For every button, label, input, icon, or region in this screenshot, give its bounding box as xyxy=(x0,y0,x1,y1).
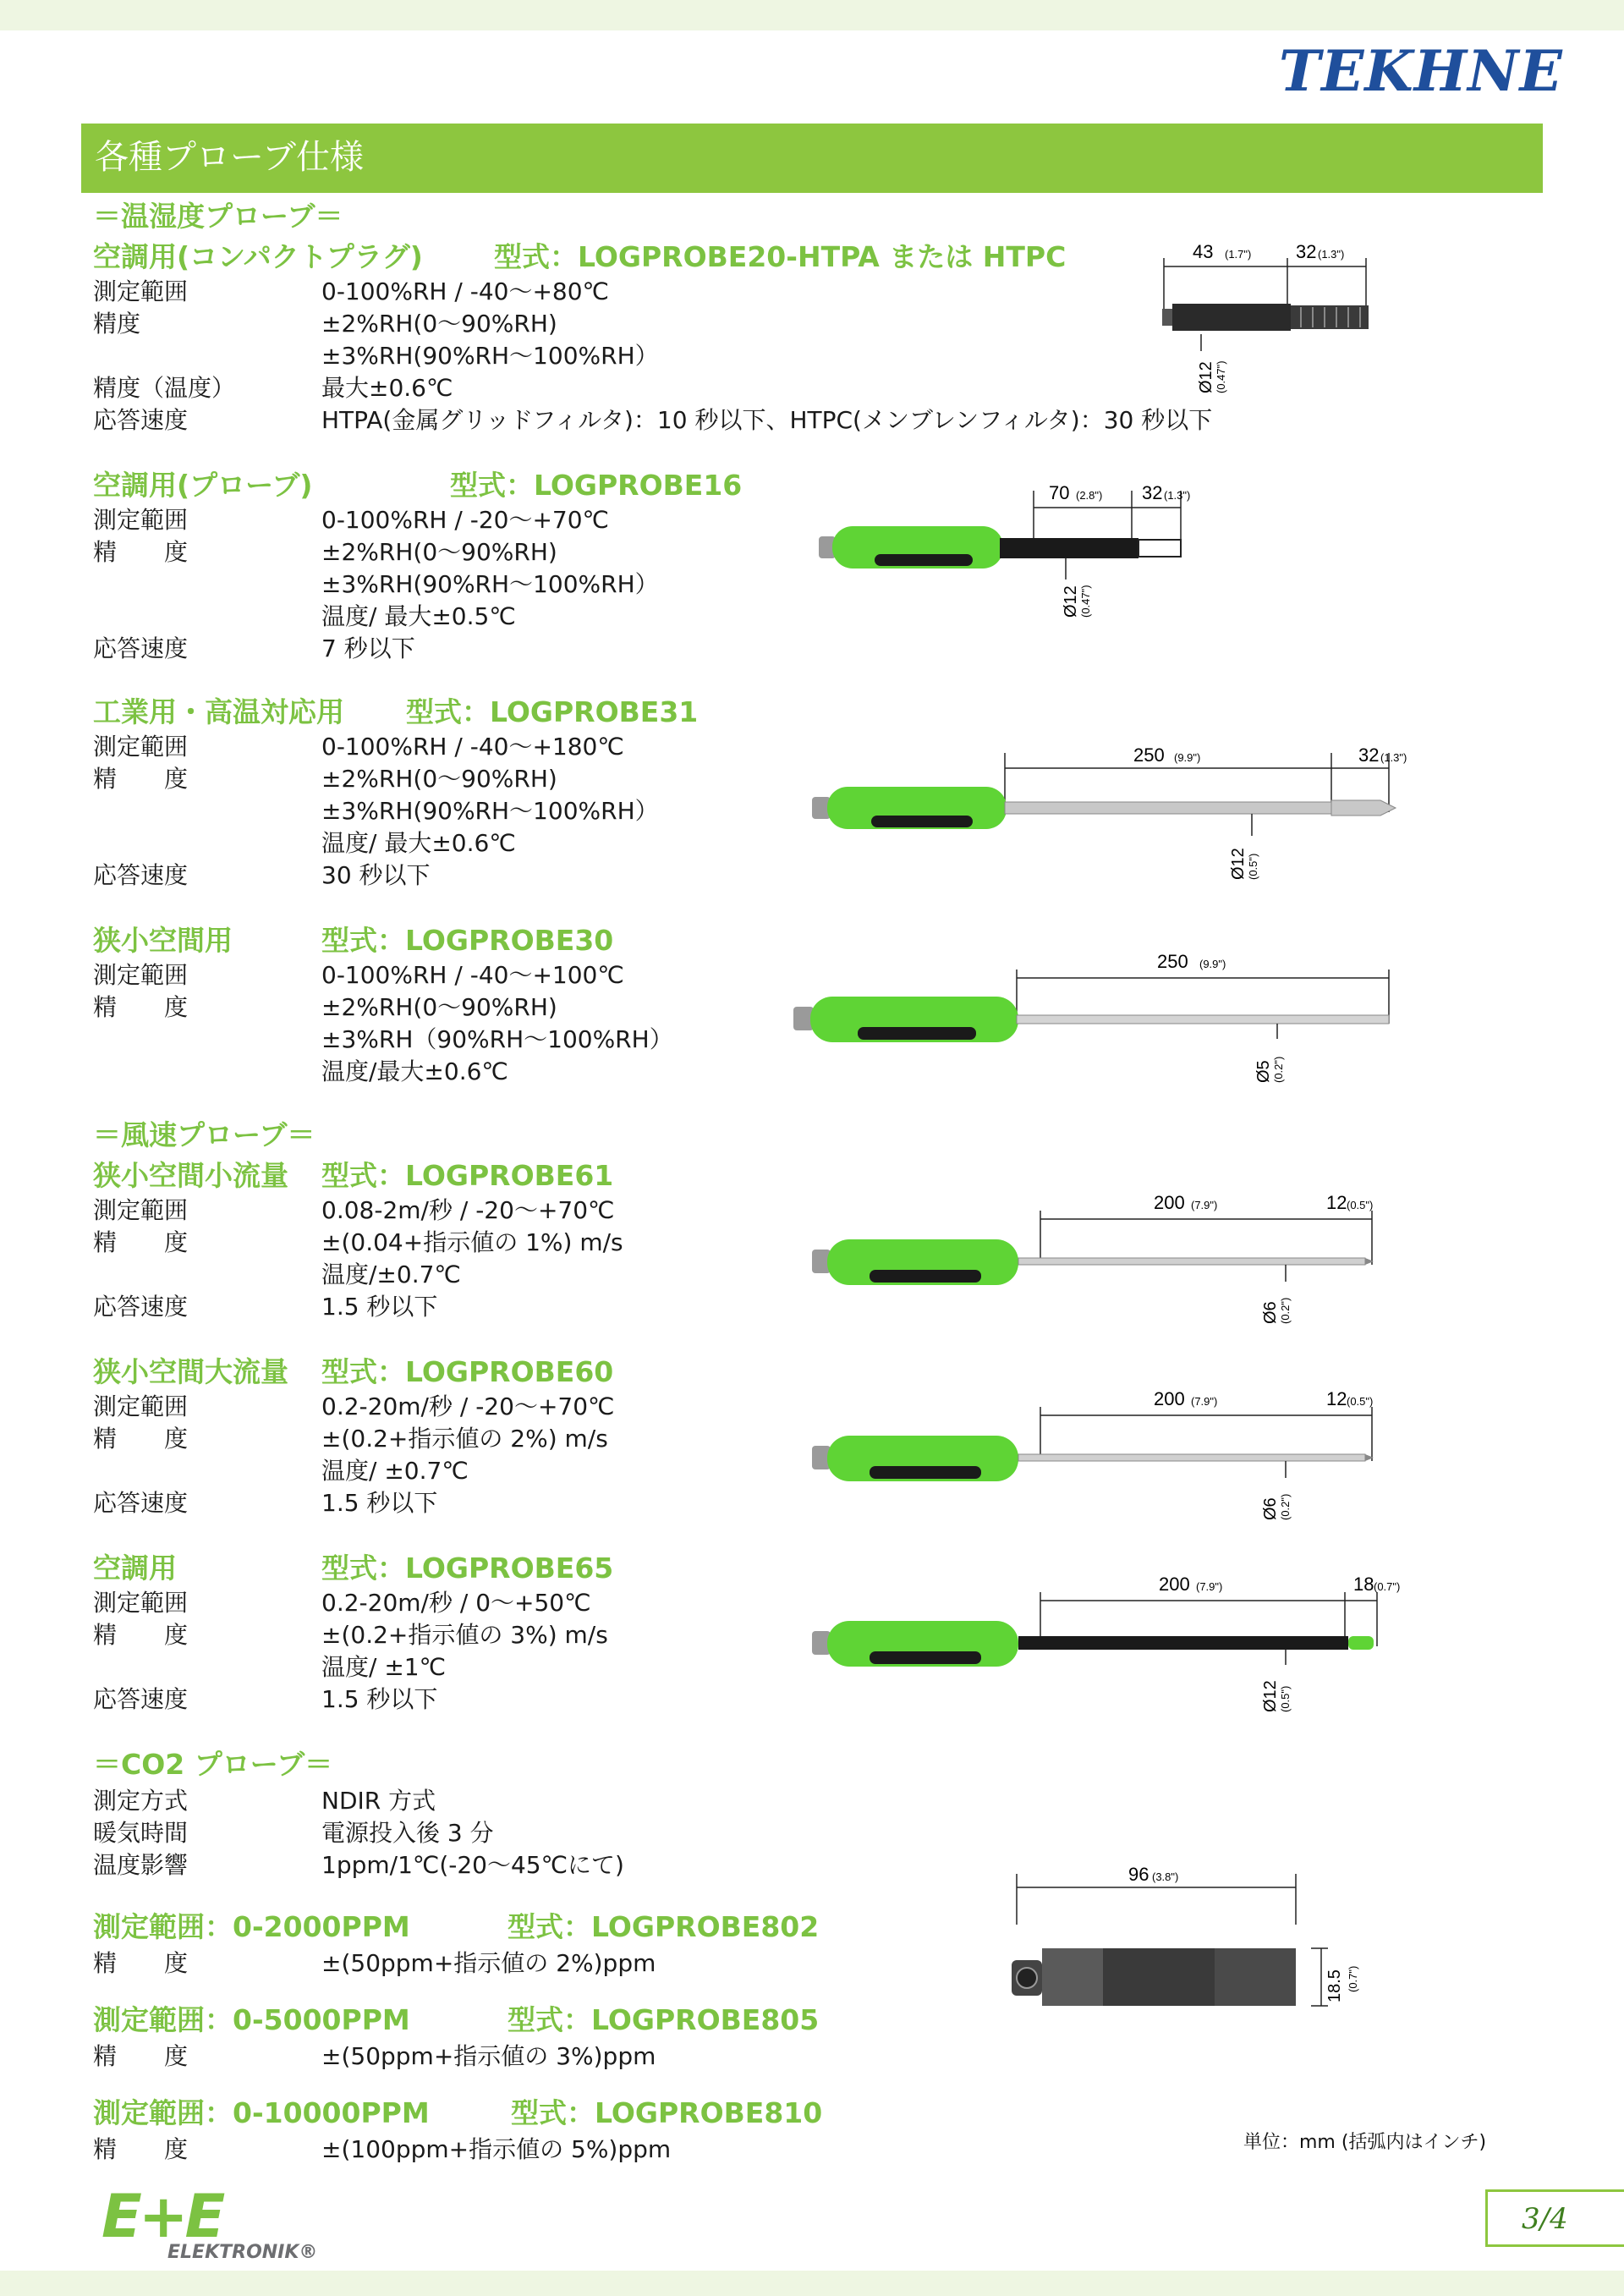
dim-label: 18 xyxy=(1353,1574,1374,1595)
ee-logo-mark: E+E xyxy=(102,2182,222,2251)
dim-inch: (0.47") xyxy=(1215,360,1227,393)
dim-inch: (3.8") xyxy=(1152,1870,1179,1883)
dim-diameter: Ø6 xyxy=(1261,1497,1280,1520)
spec-row: 測定範囲 0-100%RH / -40～+80℃ xyxy=(93,277,609,305)
spec-row: 測定範囲 0.2-20m/秒 / -20～+70℃ xyxy=(93,1392,615,1420)
spec-row: 測定範囲 0.2-20m/秒 / 0～+50℃ xyxy=(93,1589,591,1617)
dim-diameter: 18.5 xyxy=(1325,1969,1344,2002)
spec-row: 温度/最大±0.6℃ xyxy=(321,1057,508,1085)
spec-row: 応答速度 30 秒以下 xyxy=(93,861,431,889)
spec-row: 測定範囲 0-100%RH / -40～+100℃ xyxy=(93,961,624,989)
dim-diameter: Ø12 xyxy=(1229,848,1248,880)
page-title: 各種プローブ仕様 xyxy=(95,138,364,177)
probe16-model: 型式：LOGPROBE16 xyxy=(450,469,743,502)
page-number: 3/4 xyxy=(1522,2202,1568,2236)
spec-row: 応答速度 1.5 秒以下 xyxy=(93,1293,438,1321)
probe16-title: 空調用(プローブ) xyxy=(93,469,313,502)
dim-inch: (9.9") xyxy=(1174,751,1201,764)
dim-inch: (0.5") xyxy=(1347,1395,1374,1408)
humidity-section-heading: ＝温湿度プローブ＝ xyxy=(93,200,343,233)
spec-row: 測定範囲 0-100%RH / -40～+180℃ xyxy=(93,733,624,761)
title-bar xyxy=(81,124,1543,193)
dim-diameter: Ø5 xyxy=(1254,1060,1273,1083)
probe20-diagram xyxy=(1150,233,1404,402)
spec-row: 精 度 ±2%RH(0～90%RH) xyxy=(93,993,557,1021)
dim-inch: (0.7") xyxy=(1347,1965,1359,1992)
dim-inch: (0.5") xyxy=(1347,1199,1374,1211)
probe65-model: 型式：LOGPROBE65 xyxy=(321,1552,614,1585)
spec-row: ±3%RH(90%RH～100%RH） xyxy=(321,797,659,825)
spec-row: 応答速度 HTPA(金属グリッドフィルタ)：10 秒以下、HTPC(メンブレンフィルタ)：30 秒以下 xyxy=(93,406,1213,434)
probe60-diagram xyxy=(812,1385,1404,1529)
spec-row: 精 度 ±(100ppm+指示値の 5%)ppm xyxy=(93,2135,672,2163)
spec-row: ±3%RH(90%RH～100%RH） xyxy=(321,342,659,370)
spec-row: 温度/ ±1℃ xyxy=(321,1653,447,1681)
dim-diameter: Ø6 xyxy=(1261,1301,1280,1324)
probe802-model: 型式：LOGPROBE802 xyxy=(508,1910,820,1943)
probe805-title: 測定範囲：0-5000PPM xyxy=(93,2003,410,2036)
unit-note: 単位：mm (括弧内はインチ) xyxy=(1243,2132,1487,2153)
ee-elektronik-logo xyxy=(102,2182,318,2265)
probe810-model: 型式：LOGPROBE810 xyxy=(511,2096,823,2129)
probe802-title: 測定範囲：0-2000PPM xyxy=(93,1910,410,1943)
dim-inch: (0.5") xyxy=(1247,853,1259,880)
dim-label: 250 xyxy=(1133,744,1165,766)
dim-diameter: Ø12 xyxy=(1062,585,1080,618)
dim-inch: (1.7") xyxy=(1225,248,1252,261)
dim-inch: (0.5") xyxy=(1279,1685,1292,1712)
probe30-model: 型式：LOGPROBE30 xyxy=(321,924,614,957)
dim-diameter: Ø12 xyxy=(1261,1680,1280,1712)
probe30-diagram xyxy=(787,948,1396,1091)
tekhne-logo: TEKHNE xyxy=(1279,38,1563,104)
spec-row: 応答速度 7 秒以下 xyxy=(93,634,415,662)
spec-row: 精 度 ±(50ppm+指示値の 2%)ppm xyxy=(93,1949,656,1977)
dim-inch: (7.9") xyxy=(1191,1199,1218,1211)
probe31-title: 工業用・高温対応用 xyxy=(93,695,344,728)
probe65-title: 空調用 xyxy=(93,1552,177,1585)
dim-label: 32 xyxy=(1358,744,1380,766)
dim-inch: (0.2") xyxy=(1272,1056,1285,1083)
probe61-title: 狭小空間小流量 xyxy=(93,1159,288,1192)
probe65-diagram xyxy=(812,1570,1421,1722)
dim-inch: (0.2") xyxy=(1279,1297,1292,1324)
dim-inch: (0.2") xyxy=(1279,1493,1292,1520)
probe60-title: 狭小空間大流量 xyxy=(93,1355,288,1388)
ee-logo-name: ELEKTRONIK® xyxy=(167,2242,318,2263)
dim-label: 200 xyxy=(1159,1574,1190,1595)
probe20-title: 空調用(コンパクトプラグ) xyxy=(93,240,423,273)
dim-inch: (0.47") xyxy=(1079,585,1092,618)
probe60-model: 型式：LOGPROBE60 xyxy=(321,1355,614,1388)
bottom-band xyxy=(0,2271,1624,2296)
spec-row: 温度/ 最大±0.5℃ xyxy=(321,602,516,630)
spec-row: 精 度 ±(50ppm+指示値の 3%)ppm xyxy=(93,2042,656,2070)
airflow-section-heading: ＝風速プローブ＝ xyxy=(93,1118,315,1151)
dim-diameter: Ø12 xyxy=(1197,361,1215,393)
spec-row: 精度（温度） 最大±0.6℃ xyxy=(93,374,453,402)
dim-label: 250 xyxy=(1157,951,1188,972)
dim-inch: (2.8") xyxy=(1076,489,1103,502)
co2-section-heading: ＝CO2 プローブ＝ xyxy=(93,1748,333,1781)
dim-label: 32 xyxy=(1142,482,1163,503)
dim-label: 96 xyxy=(1128,1864,1149,1885)
spec-row: 温度/±0.7℃ xyxy=(321,1261,461,1288)
spec-row: 精 度 ±(0.2+指示値の 2%) m/s xyxy=(93,1425,608,1453)
co2-probe-diagram xyxy=(1007,1857,1379,2018)
dim-inch: (1.3") xyxy=(1318,248,1345,261)
probe31-model: 型式：LOGPROBE31 xyxy=(406,695,699,728)
dim-inch: (7.9") xyxy=(1196,1580,1223,1593)
dim-inch: (0.7") xyxy=(1374,1580,1401,1593)
spec-row: 測定範囲 0-100%RH / -20～+70℃ xyxy=(93,506,609,534)
probe810-title: 測定範囲：0-10000PPM xyxy=(93,2096,430,2129)
dim-label: 200 xyxy=(1154,1388,1185,1409)
dim-label: 12 xyxy=(1326,1388,1347,1409)
spec-row: 温度影響 1ppm/1℃(-20～45℃にて) xyxy=(93,1851,624,1879)
spec-row: ±3%RH(90%RH～100%RH） xyxy=(321,570,659,598)
probe16-diagram xyxy=(812,474,1235,618)
probe20-model: 型式：LOGPROBE20-HTPA または HTPC xyxy=(494,240,1067,273)
probe31-diagram xyxy=(812,736,1421,888)
spec-row: 精 度 ±2%RH(0～90%RH) xyxy=(93,765,557,793)
spec-row: ±3%RH（90%RH～100%RH） xyxy=(321,1025,673,1053)
dim-label: 32 xyxy=(1296,241,1317,262)
spec-row: 暖気時間 電源投入後 3 分 xyxy=(93,1819,494,1847)
probe61-model: 型式：LOGPROBE61 xyxy=(321,1159,614,1192)
dim-label: 43 xyxy=(1193,241,1214,262)
spec-row: 温度/ ±0.7℃ xyxy=(321,1457,469,1485)
dim-inch: (7.9") xyxy=(1191,1395,1218,1408)
spec-row: 応答速度 1.5 秒以下 xyxy=(93,1685,438,1713)
spec-row: 精 度 ±2%RH(0～90%RH) xyxy=(93,538,557,566)
dim-label: 200 xyxy=(1154,1192,1185,1213)
probe805-model: 型式：LOGPROBE805 xyxy=(508,2003,820,2036)
dim-inch: (1.3") xyxy=(1164,489,1191,502)
spec-row: 精 度 ±(0.2+指示値の 3%) m/s xyxy=(93,1621,608,1649)
probe61-diagram xyxy=(812,1189,1404,1332)
spec-row: 応答速度 1.5 秒以下 xyxy=(93,1489,438,1517)
top-band xyxy=(0,0,1624,30)
probe30-title: 狭小空間用 xyxy=(93,924,233,957)
spec-row: 精度 ±2%RH(0～90%RH) xyxy=(93,310,557,338)
spec-row: 測定方式 NDIR 方式 xyxy=(93,1787,436,1815)
spec-row: 精 度 ±(0.04+指示値の 1%) m/s xyxy=(93,1228,623,1256)
dim-inch: (9.9") xyxy=(1199,958,1226,970)
page-number-box xyxy=(1485,2189,1624,2247)
dim-inch: (1.3") xyxy=(1380,751,1407,764)
dim-label: 70 xyxy=(1049,482,1070,503)
spec-row: 温度/ 最大±0.6℃ xyxy=(321,829,516,857)
spec-row: 測定範囲 0.08-2m/秒 / -20～+70℃ xyxy=(93,1196,615,1224)
dim-label: 12 xyxy=(1326,1192,1347,1213)
